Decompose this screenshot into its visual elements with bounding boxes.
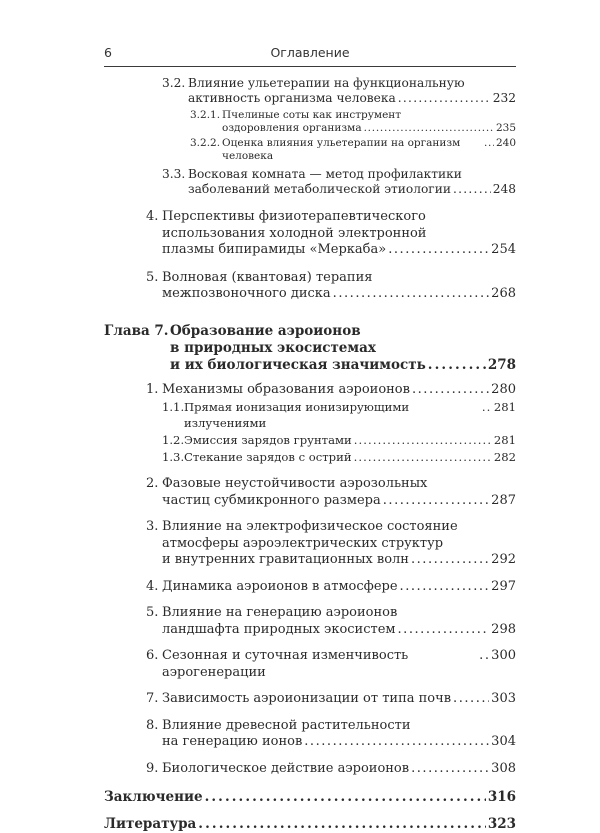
entry-title-line: на генерацию ионов	[162, 734, 303, 749]
literature-page: 323	[487, 816, 516, 832]
entry-title-line: Зависимость аэроионизации от типа почв	[162, 691, 452, 706]
entry-title-line: ландшафта природных экосистем	[162, 621, 396, 637]
dot-leader	[304, 734, 489, 751]
dot-leader	[411, 552, 489, 569]
entry-title-line: частиц субмикронного размера	[162, 492, 381, 508]
entry-page: 282	[493, 450, 516, 464]
dot-leader	[388, 242, 489, 259]
entry-title-line: Оценка влияния ульетерапии на организм человека	[222, 137, 461, 162]
chapter-page: 278	[487, 356, 516, 373]
entry-page: 232	[492, 90, 516, 105]
entry-title-line: Влияние на электрофизическое состояние	[162, 519, 458, 534]
entry-title-line: Восковая комната — метод профилактики	[188, 167, 462, 181]
entry-page: 248	[492, 181, 516, 196]
entry-title-line: атмосферы аэроэлектрических структур	[162, 535, 444, 551]
entry-page: 281	[493, 400, 516, 414]
entry-title-line: Фазовые неустойчивости аэрозольных	[162, 476, 428, 491]
dot-leader	[400, 579, 490, 596]
dot-leader	[428, 357, 486, 374]
toc-entry-7-6[interactable]	[104, 648, 516, 681]
dot-leader	[453, 691, 489, 708]
entry-title-line: Влияние древесной растительности	[162, 717, 411, 733]
toc-entry-7-3[interactable]	[104, 519, 516, 569]
entry-title-line: Эмиссия зарядов грунтами	[184, 433, 352, 447]
toc-chapter-7[interactable]	[104, 323, 516, 374]
entry-title-line: использования холодной электронной	[162, 225, 427, 241]
dot-leader	[484, 137, 494, 150]
entry-title-line: Динамика аэроионов в атмосфере	[162, 578, 398, 594]
page-number: 6	[104, 45, 112, 60]
conclusion-page: 316	[487, 789, 516, 805]
dot-leader	[412, 382, 489, 399]
entry-number: 4.	[146, 209, 159, 224]
dot-leader	[205, 789, 486, 806]
toc-entry-7-5[interactable]	[104, 605, 516, 638]
running-title: Оглавление	[270, 45, 350, 60]
entry-title-line: Влияние на генерацию аэроионов	[162, 605, 398, 620]
dot-leader	[364, 122, 494, 135]
dot-leader	[198, 816, 486, 833]
entry-page: 303	[491, 691, 516, 706]
entry-page: 297	[491, 578, 516, 594]
entry-number: 3.2.	[162, 76, 186, 90]
entry-page: 298	[491, 621, 516, 637]
entry-number: 3.2.2.	[190, 137, 221, 149]
entry-title-line: межпозвоночного диска	[162, 286, 331, 301]
dot-leader	[354, 432, 492, 448]
toc-entry-3-2-2[interactable]	[104, 137, 516, 163]
dot-leader	[398, 622, 490, 639]
toc-entry-7-1-1[interactable]	[104, 399, 516, 431]
entry-page: 300	[491, 648, 516, 663]
entry-page: 235	[495, 122, 516, 134]
chapter-title-line: Образование аэроионов	[170, 322, 361, 339]
entry-number: 1.1.	[162, 400, 185, 414]
entry-number: 1.2.	[162, 433, 185, 447]
entry-page: 281	[493, 433, 516, 447]
entry-page: 254	[491, 242, 516, 257]
entry-page: 304	[491, 734, 516, 749]
entry-title-line: заболеваний метаболической этиологии	[188, 181, 451, 196]
toc-entry-7-1-2[interactable]	[104, 432, 516, 448]
dot-leader	[479, 648, 489, 665]
toc-entry-5[interactable]	[104, 270, 516, 303]
entry-title-line: Механизмы образования аэроионов	[162, 381, 410, 397]
entry-title-line: Влияние ульетерапии на функциональную	[188, 76, 465, 90]
table-of-contents	[104, 72, 516, 833]
toc-entry-7-2[interactable]	[104, 476, 516, 509]
chapter-number: Глава 7.	[104, 322, 169, 339]
toc-entry-7-8[interactable]	[104, 718, 516, 751]
toc-entry-4[interactable]	[104, 209, 516, 259]
entry-number: 5.	[146, 605, 159, 620]
chapter-title-line: в природных экосистемах	[170, 339, 376, 356]
entry-number: 1.3.	[162, 450, 185, 464]
entry-title-line: плазмы бипирамиды «Меркаба»	[162, 242, 387, 257]
entry-number: 7.	[146, 691, 159, 706]
entry-title-line: и внутренних гравитационных волн	[162, 552, 409, 567]
toc-entry-7-4[interactable]	[104, 579, 516, 596]
entry-number: 2.	[146, 476, 159, 491]
entry-number: 6.	[146, 648, 159, 663]
entry-title-line: Прямая ионизация ионизирующими излучениями	[184, 400, 410, 430]
entry-title-line: Волновая (квантовая) терапия	[162, 269, 373, 285]
entry-number: 1.	[146, 381, 159, 397]
entry-page: 240	[495, 137, 516, 149]
toc-conclusion[interactable]	[104, 789, 516, 806]
toc-entry-7-1-3[interactable]	[104, 449, 516, 465]
toc-entry-7-1[interactable]	[104, 382, 516, 399]
entry-page: 292	[491, 552, 516, 567]
dot-leader	[333, 286, 490, 303]
entry-number: 3.3.	[162, 167, 186, 181]
entry-page: 308	[491, 760, 516, 776]
dot-leader	[354, 449, 492, 465]
entry-number: 3.	[146, 519, 159, 534]
entry-title-line: Биологическое действие аэроионов	[162, 760, 410, 776]
entry-number: 8.	[146, 717, 159, 733]
toc-entry-3-2[interactable]	[104, 76, 516, 105]
entry-title-line: Сезонная и суточная изменчивость аэрогенерации	[162, 648, 409, 680]
entry-title-line: Стекание зарядов с острий	[184, 450, 352, 464]
entry-title-line: оздоровления организма	[222, 122, 362, 134]
entry-number: 9.	[146, 760, 159, 776]
dot-leader	[453, 182, 491, 197]
entry-number: 3.2.1.	[190, 109, 221, 121]
entry-page: 287	[491, 492, 516, 508]
entry-title-line: Пчелиные соты как инструмент	[222, 109, 402, 121]
page-header	[104, 42, 516, 67]
dot-leader	[383, 493, 489, 510]
entry-page: 280	[491, 381, 516, 397]
entry-number: 5.	[146, 269, 159, 285]
entry-page: 268	[491, 286, 516, 301]
dot-leader	[398, 91, 491, 106]
toc-entry-7-9[interactable]	[104, 761, 516, 778]
literature-label: Литература	[104, 816, 197, 832]
toc-entry-3-3[interactable]	[104, 167, 516, 196]
dot-leader	[482, 399, 492, 415]
toc-entry-7-7[interactable]	[104, 691, 516, 708]
toc-entry-3-2-1[interactable]	[104, 109, 516, 135]
entry-number: 4.	[146, 578, 159, 594]
chapter-title-line: и их биологическая значимость	[170, 356, 426, 373]
entry-title-line: активность организма человека	[188, 90, 396, 105]
toc-literature[interactable]	[104, 816, 516, 833]
dot-leader	[411, 761, 489, 778]
entry-title-line: Перспективы физиотерапевтического	[162, 209, 426, 224]
conclusion-label: Заключение	[104, 789, 203, 805]
